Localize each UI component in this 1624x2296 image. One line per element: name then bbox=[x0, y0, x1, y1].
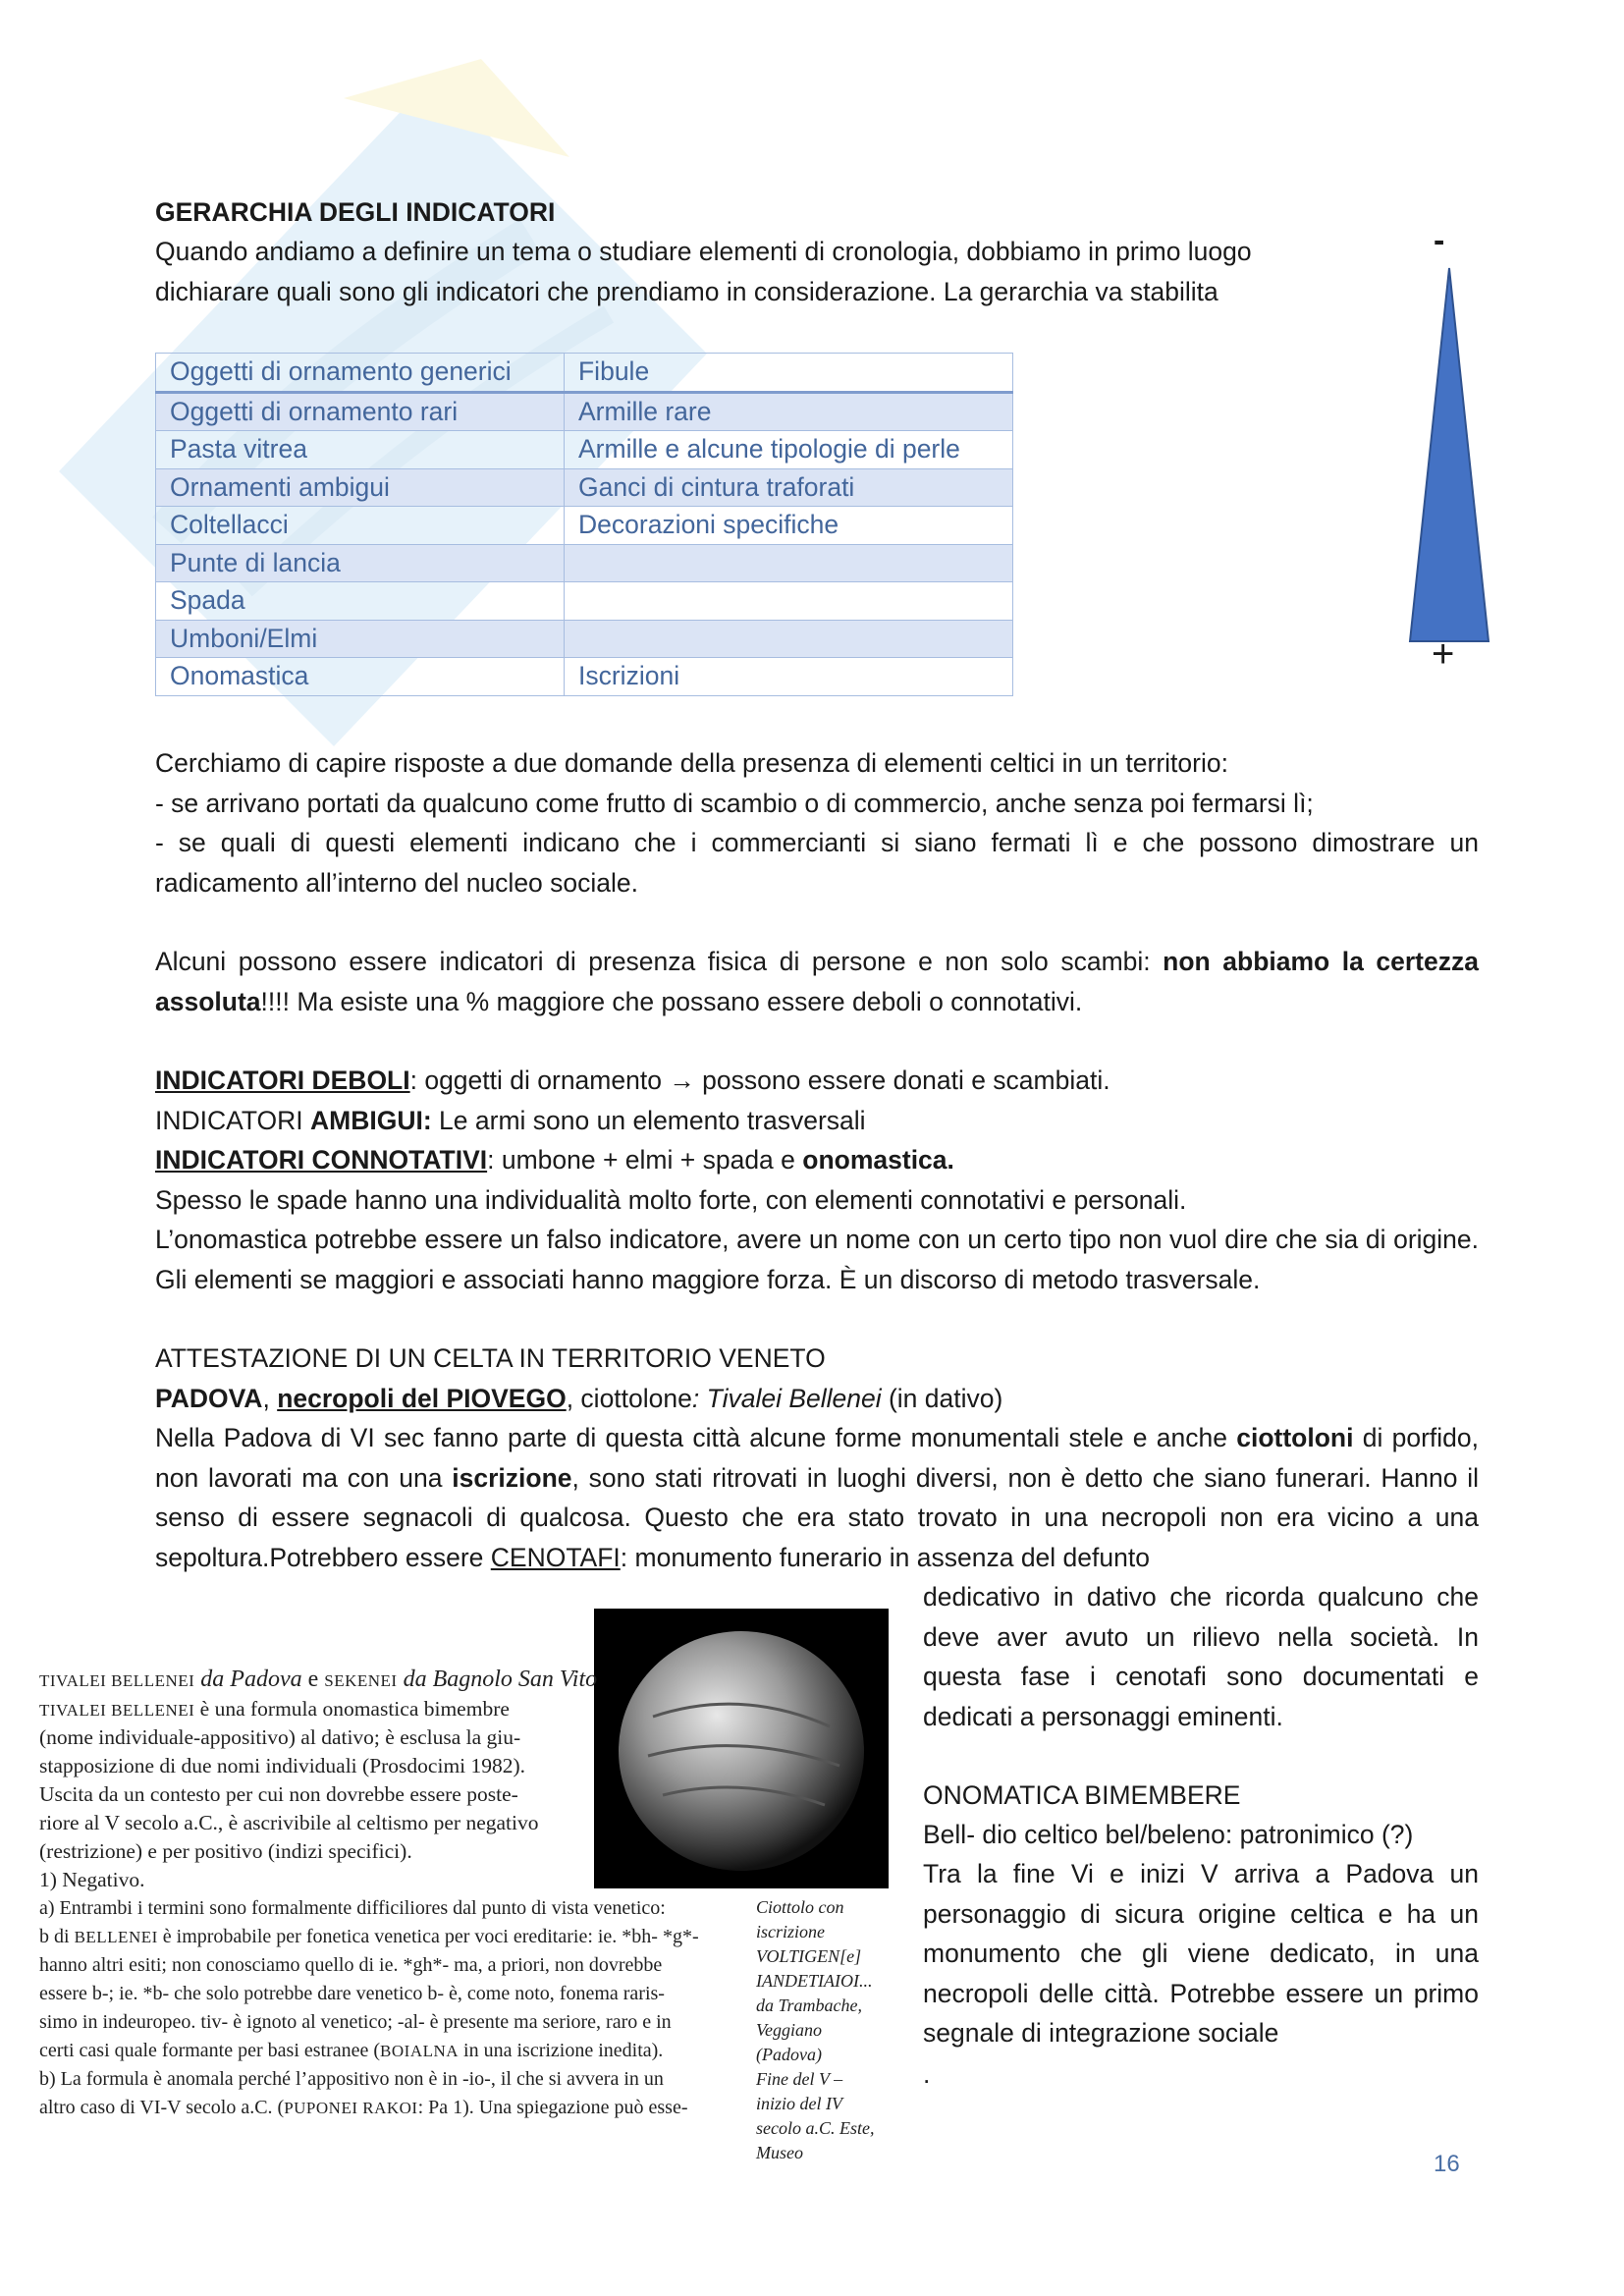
table-cell: Oggetti di ornamento generici bbox=[156, 354, 565, 393]
text-run: , sono stati ritrovati in luoghi diversi, non è detto che siano funerari. Hanno il senso di essere segnacoli di qualcosa. Questo che era stato trovato in una necropoli non era vicino a una sepoltura.Potrebbero essere bbox=[155, 1462, 1479, 1572]
table-cell: Ganci di cintura traforati bbox=[565, 468, 1013, 507]
emphasis: non abbiamo la certezza assoluta bbox=[155, 947, 1479, 1016]
text-run: , ciottolone bbox=[566, 1383, 692, 1413]
scan-line: b) La formula è anomala perché l’appositivo non è in -io-, il che si avvera in un bbox=[39, 2068, 664, 2090]
questions-paragraph bbox=[155, 743, 1479, 902]
caption-line: secolo a.C. Este, bbox=[756, 2118, 875, 2138]
caption-line: IANDETIAIOI... bbox=[756, 1971, 873, 1991]
table-cell: Pasta vitrea bbox=[156, 431, 565, 469]
table-cell bbox=[565, 582, 1013, 621]
bell-line: Bell- dio celtico bel/beleno: patronimico (?) bbox=[923, 1820, 1414, 1849]
cenotafi-continuation: dedicativo in dativo che ricorda qualcuno che deve aver avuto un rilievo nella società. In questa fase i cenotafi sono documentati e dedicati a personaggi eminenti. bbox=[923, 1582, 1479, 1731]
attestation-section bbox=[155, 1339, 1479, 1577]
emphasis: iscrizione bbox=[452, 1462, 572, 1493]
scan-line bbox=[39, 2037, 663, 2066]
inscription-name: Tivalei Bellenei bbox=[706, 1383, 882, 1413]
ambiguous-indicators-line bbox=[155, 1101, 1479, 1141]
caption-line: Ciottolo con bbox=[756, 1897, 844, 1917]
caption-line: (Padova) bbox=[756, 2045, 822, 2064]
text-run: TIVALEI BELLENEI bbox=[39, 1701, 195, 1720]
scan-line bbox=[39, 1923, 699, 1952]
text-run: BELLENEI bbox=[74, 1928, 158, 1946]
scan-line: hanno altri esiti; non conosciamo quello di ie. *gh*- ma, a priori, non dovrebbe bbox=[39, 1954, 663, 1976]
scan-line: Uscita da un contesto per cui non dovrebbe essere poste- bbox=[39, 1782, 518, 1806]
table-row bbox=[156, 620, 1013, 658]
text-run: : monumento funerario in assenza del defunto bbox=[620, 1542, 1150, 1572]
table-cell: Decorazioni specifiche bbox=[565, 507, 1013, 545]
text-line: - se quali di questi elementi indicano che i commercianti si siano fermati lì e che possono dimostrare un radicamento all’interno del nucleo sociale. bbox=[155, 828, 1479, 898]
scan-line: riore al V secolo a.C., è ascrivibile al celtismo per negativo bbox=[39, 1811, 539, 1834]
necropoli-label: necropoli del PIOVEGO bbox=[277, 1383, 567, 1413]
onomastica-title: ONOMATICA BIMEMBERE bbox=[923, 1780, 1241, 1810]
text-run: PUPONEI RAKOI bbox=[284, 2099, 418, 2117]
text-run: , bbox=[262, 1383, 278, 1413]
minus-sign: - bbox=[1434, 222, 1445, 259]
text-run: in una iscrizione inedita). bbox=[459, 2040, 664, 2061]
text-run: possono essere donati e scambiati. bbox=[694, 1066, 1110, 1095]
table-cell: Spada bbox=[156, 582, 565, 621]
caption-line: VOLTIGEN[e] bbox=[756, 1946, 862, 1966]
text-run: !!!! Ma esiste una % maggiore che possano essere deboli o connotativi. bbox=[260, 986, 1083, 1016]
text-run: b di bbox=[39, 1926, 75, 1947]
text-run: Nella Padova di VI sec fanno parte di questa città alcune forme monumentali stele e anche bbox=[155, 1423, 1237, 1452]
text-run: SEKENEI bbox=[324, 1671, 398, 1690]
table-cell: Armille e alcune tipologie di perle bbox=[565, 431, 1013, 469]
connotative-indicators-label: INDICATORI CONNOTATIVI bbox=[155, 1145, 488, 1175]
scan-line: stapposizione di due nomi individuali (Prosdocimi 1982). bbox=[39, 1754, 526, 1777]
section-heading: GERARCHIA DEGLI INDICATORI bbox=[155, 197, 556, 227]
page-number: 16 bbox=[1434, 2151, 1460, 2177]
text-run: certi casi quale formante per basi estranee ( bbox=[39, 2040, 381, 2061]
caption-line: Fine del V – bbox=[756, 2069, 843, 2089]
pebble-photo bbox=[594, 1609, 889, 1888]
text-run: : umbone + elmi + spada e bbox=[487, 1145, 803, 1175]
text-run: : Pa 1). Una spiegazione può esse- bbox=[417, 2097, 688, 2118]
scan-line: essere b-; ie. *b- che solo potrebbe dare venetico b- è, come noto, fonema raris- bbox=[39, 1983, 665, 2004]
padova-paragraph bbox=[155, 1418, 1479, 1577]
text-line: - se arrivano portati da qualcuno come frutto di scambio o di commercio, anche senza poi fermarsi lì; bbox=[155, 788, 1314, 818]
scan-line: (nome individuale-appositivo) al dativo; è esclusa la giu- bbox=[39, 1725, 521, 1749]
caption-line: iscrizione bbox=[756, 1922, 825, 1941]
scan-line bbox=[39, 1695, 510, 1725]
text-run: TIVALEI BELLENEI bbox=[39, 1671, 195, 1690]
text-run: : oggetti di ornamento bbox=[409, 1066, 670, 1095]
text-run: Le armi sono un elemento trasversali bbox=[431, 1105, 866, 1135]
table-cell bbox=[565, 544, 1013, 582]
padova-label: PADOVA bbox=[155, 1383, 263, 1413]
table-cell: Umboni/Elmi bbox=[156, 620, 565, 658]
caption-line: inizio del IV bbox=[756, 2094, 842, 2113]
table-cell: Punte di lancia bbox=[156, 544, 565, 582]
table-cell: Oggetti di ornamento rari bbox=[156, 392, 565, 431]
text-run: da Bagnolo San Vito bbox=[397, 1667, 598, 1692]
emphasis: ciottoloni bbox=[1236, 1423, 1354, 1452]
text-run: (in dativo) bbox=[881, 1383, 1003, 1413]
table-cell: Coltellacci bbox=[156, 507, 565, 545]
scan-line: 1) Negativo. bbox=[39, 1868, 145, 1891]
trailing-dot: . bbox=[923, 2059, 931, 2089]
scan-line: simo in indeuropeo. tiv- è ignoto al venetico; -al- è presente ma seriore, raro e in bbox=[39, 2011, 672, 2033]
table-row bbox=[156, 392, 1013, 431]
text-run: : bbox=[691, 1383, 707, 1413]
weak-indicators-line bbox=[155, 1061, 1479, 1101]
text-run: altro caso di VI-V secolo a.C. ( bbox=[39, 2097, 285, 2118]
table-row bbox=[156, 658, 1013, 696]
indicators-table bbox=[155, 353, 1013, 696]
table-cell: Ornamenti ambigui bbox=[156, 468, 565, 507]
text-run: e bbox=[307, 1667, 325, 1692]
ambiguous-indicators-label: AMBIGUI: bbox=[310, 1105, 432, 1135]
cenotafi-term: CENOTAFI bbox=[490, 1542, 621, 1572]
table-cell: Iscrizioni bbox=[565, 658, 1013, 696]
table-cell bbox=[565, 620, 1013, 658]
table-cell: Fibule bbox=[565, 354, 1013, 393]
plus-sign: + bbox=[1432, 632, 1455, 676]
padova-line bbox=[155, 1379, 1479, 1419]
text-run: da Padova bbox=[194, 1667, 308, 1692]
text-run: INDICATORI bbox=[155, 1105, 311, 1135]
arrow-icon: → bbox=[669, 1066, 695, 1095]
text-line: Spesso le spade hanno una individualità molto forte, con elementi connotativi e personali. bbox=[155, 1184, 1187, 1215]
weak-indicators-label: INDICATORI DEBOLI bbox=[155, 1066, 410, 1095]
text-line: Cerchiamo di capire risposte a due domande della presenza di elementi celtici in un territorio: bbox=[155, 748, 1228, 778]
scan-line: a) Entrambi i termini sono formalmente difficiliores dal punto di vista venetico: bbox=[39, 1897, 666, 1919]
emphasis: onomastica. bbox=[802, 1145, 954, 1175]
table-cell: Onomastica bbox=[156, 658, 565, 696]
scan-title bbox=[39, 1666, 597, 1696]
scan-line bbox=[39, 2094, 688, 2123]
scan-line: (restrizione) e per positivo (indizi specifici). bbox=[39, 1839, 412, 1863]
text-run: BOIALNA bbox=[380, 2042, 460, 2060]
table-row bbox=[156, 544, 1013, 582]
text-run: di porfido, non lavorati ma con una bbox=[155, 1423, 1479, 1493]
hierarchy-triangle bbox=[1400, 244, 1498, 676]
table-row bbox=[156, 507, 1013, 545]
text-line: L’onomastica potrebbe essere un falso indicatore, avere un nome con un certo tipo non vuol dire che sia di origine. Gli elementi se maggiori e associati hanno maggiore forza. È un discorso di metodo trasversale. bbox=[155, 1225, 1479, 1294]
attestation-title: ATTESTAZIONE DI UN CELTA IN TERRITORIO VENETO bbox=[155, 1343, 826, 1373]
text-run: Alcuni possono essere indicatori di presenza fisica di persone e non solo scambi: bbox=[155, 947, 1164, 976]
integration-paragraph: Tra la fine Vi e inizi V arriva a Padova un personaggio di sicura origine celtica e ha un monumento che gli viene dedicato, in una necropoli delle città. Potrebbe essere un primo segnale di integrazione sociale bbox=[923, 1859, 1479, 2048]
table-row bbox=[156, 468, 1013, 507]
intro-paragraph: Quando andiamo a definire un tema o studiare elementi di cronologia, dobbiamo in primo luogo dichiarare quali sono gli indicatori che prendiamo in considerazione. La gerarchia va stabilita bbox=[155, 237, 1252, 306]
table-row bbox=[156, 354, 1013, 393]
indicator-definitions bbox=[155, 1061, 1479, 1299]
connotative-indicators-line bbox=[155, 1140, 1479, 1180]
caption-line: da Trambache, bbox=[756, 1995, 862, 2015]
table-cell: Armille rare bbox=[565, 392, 1013, 431]
text-run: è una formula onomastica bimembre bbox=[194, 1697, 510, 1721]
text-run: è improbabile per fonetica venetica per voci ereditarie: ie. *bh- *g*- bbox=[157, 1926, 699, 1947]
presence-paragraph bbox=[155, 942, 1479, 1021]
caption-line: Museo bbox=[756, 2143, 803, 2162]
photo-caption bbox=[756, 1895, 903, 2165]
table-row bbox=[156, 431, 1013, 469]
table-row bbox=[156, 582, 1013, 621]
caption-line: Veggiano bbox=[756, 2020, 822, 2040]
